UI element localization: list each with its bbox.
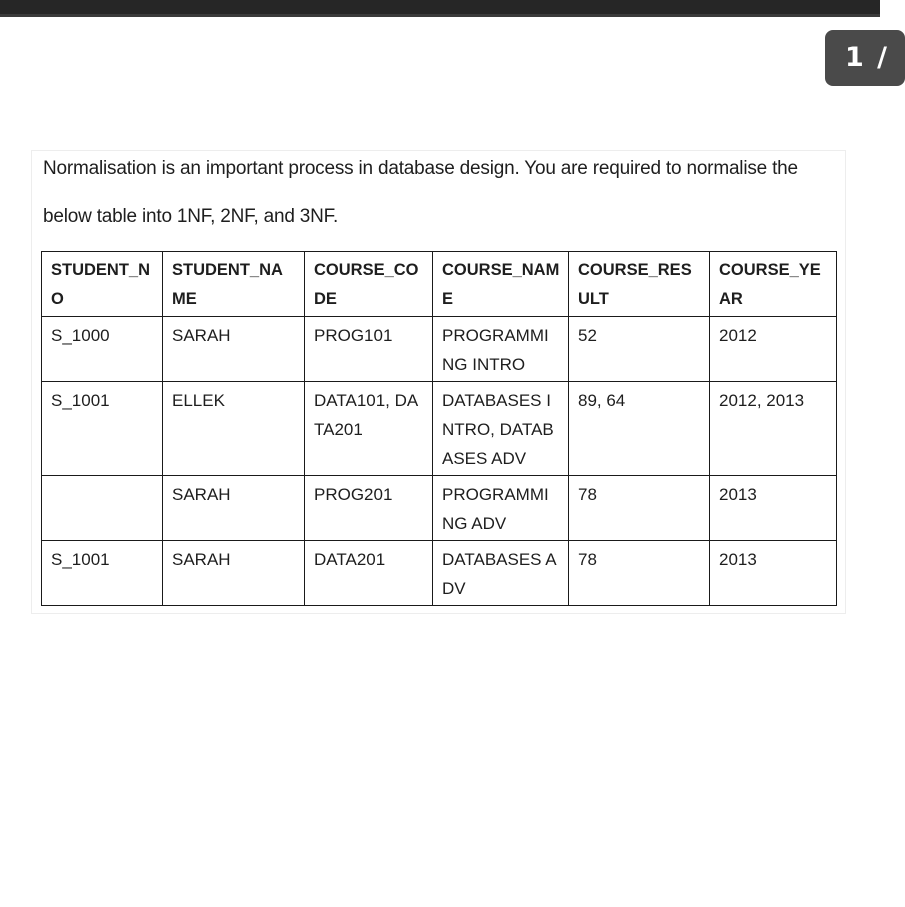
cell-course-result: 52 [569, 317, 710, 382]
cell-course-result: 78 [569, 541, 710, 606]
header-course-result: COURSE_RESULT [569, 252, 710, 317]
cell-student-no: S_1001 [42, 541, 163, 606]
cell-course-name: PROGRAMMING ADV [433, 476, 569, 541]
cell-student-name: SARAH [163, 476, 305, 541]
cell-course-result: 89, 64 [569, 382, 710, 476]
table-row [42, 476, 837, 541]
table-row [42, 541, 837, 606]
top-bar-edge [0, 14, 880, 17]
cell-student-name: SARAH [163, 317, 305, 382]
cell-course-year: 2012 [710, 317, 837, 382]
cell-course-year: 2013 [710, 476, 837, 541]
cell-course-code: DATA201 [305, 541, 433, 606]
cell-course-code: DATA101, DATA201 [305, 382, 433, 476]
header-course-name: COURSE_NAME [433, 252, 569, 317]
unnormalised-table [41, 251, 837, 606]
cell-course-year: 2013 [710, 541, 837, 606]
cell-student-name: SARAH [163, 541, 305, 606]
header-student-name: STUDENT_NAME [163, 252, 305, 317]
page-indicator-badge: 1 / [825, 30, 905, 86]
table-header-row [42, 252, 837, 317]
cell-course-name: DATABASES INTRO, DATABASES ADV [433, 382, 569, 476]
cell-course-name: DATABASES ADV [433, 541, 569, 606]
cell-course-code: PROG101 [305, 317, 433, 382]
header-course-code: COURSE_CODE [305, 252, 433, 317]
header-course-year: COURSE_YEAR [710, 252, 837, 317]
cell-course-name: PROGRAMMING INTRO [433, 317, 569, 382]
cell-student-no: S_1001 [42, 382, 163, 476]
instruction-line-1: Normalisation is an important process in database design. You are required to normalise the [43, 158, 798, 179]
cell-course-result: 78 [569, 476, 710, 541]
cell-student-no [42, 476, 163, 541]
header-student-no: STUDENT_NO [42, 252, 163, 317]
cell-student-no: S_1000 [42, 317, 163, 382]
table-row [42, 317, 837, 382]
cell-course-year: 2012, 2013 [710, 382, 837, 476]
table-row [42, 382, 837, 476]
cell-student-name: ELLEK [163, 382, 305, 476]
instruction-line-2: below table into 1NF, 2NF, and 3NF. [43, 206, 339, 227]
cell-course-code: PROG201 [305, 476, 433, 541]
